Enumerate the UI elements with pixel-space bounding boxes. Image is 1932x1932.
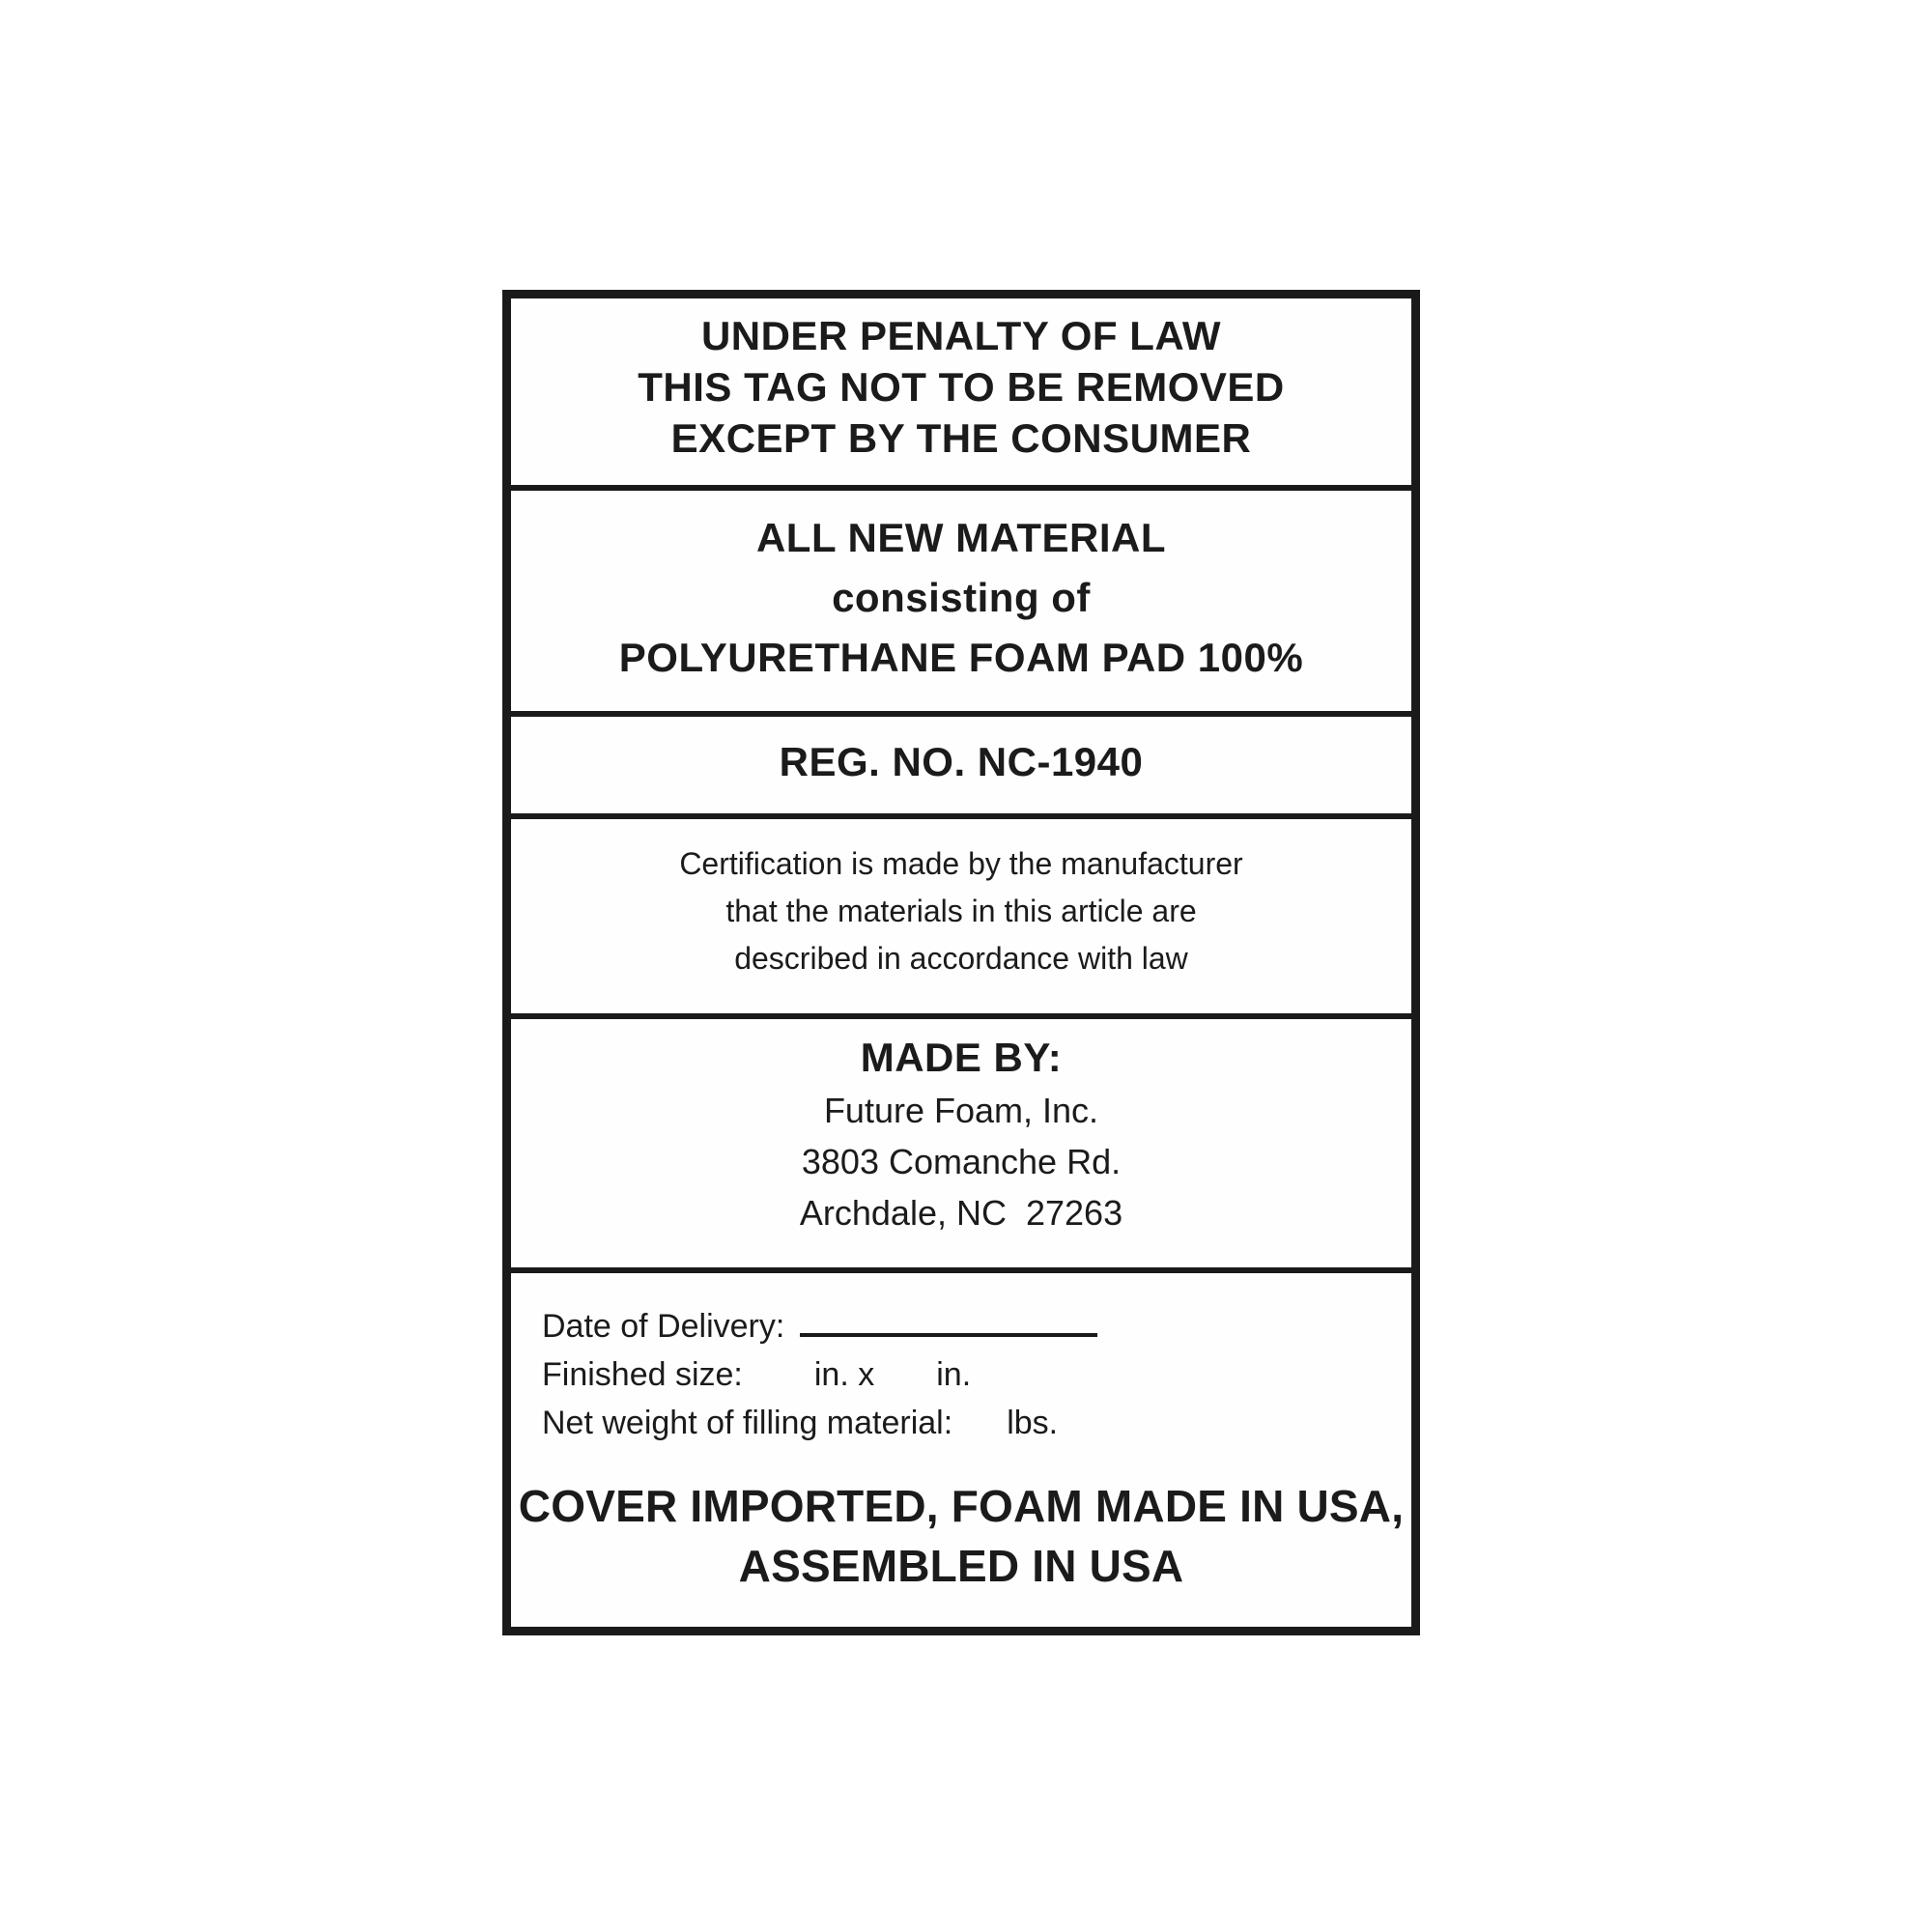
date-of-delivery-row [542,1302,1411,1350]
penalty-line: UNDER PENALTY OF LAW [700,313,1222,358]
penalty-line: EXCEPT BY THE CONSUMER [670,415,1252,461]
finished-size-row [542,1350,1411,1399]
section-registration-number [511,717,1411,819]
manufacturer-street: 3803 Comanche Rd. [801,1142,1122,1181]
net-weight-unit: lbs. [1007,1405,1059,1441]
finished-size-label: Finished size: [542,1356,743,1393]
origin-line: ASSEMBLED IN USA [738,1541,1184,1591]
law-label-tag [502,290,1420,1635]
section-certification [511,819,1411,1019]
material-line: ALL NEW MATERIAL [755,515,1167,560]
finished-size-unit-2: in. [936,1356,972,1393]
net-weight-label: Net weight of filling material: [542,1405,953,1441]
net-weight-row [542,1399,1411,1447]
section-penalty-notice [511,298,1411,491]
origin-line: COVER IMPORTED, FOAM MADE IN USA, [518,1481,1405,1531]
manufacturer-name: Future Foam, Inc. [823,1091,1099,1130]
made-by-heading: MADE BY: [860,1035,1063,1080]
section-delivery-details [511,1273,1411,1627]
section-made-by [511,1019,1411,1273]
certification-line: described in accordance with law [734,941,1188,976]
fill-in-fields [511,1302,1411,1447]
origin-statement [511,1476,1411,1596]
material-line: consisting of [832,575,1091,620]
certification-line: Certification is made by the manufacturer [679,846,1243,881]
finished-size-unit-1: in. x [813,1356,875,1393]
registration-number: REG. NO. NC-1940 [779,739,1144,784]
material-line: POLYURETHANE FOAM PAD 100% [618,635,1304,680]
manufacturer-city-state-zip: Archdale, NC 27263 [799,1193,1123,1233]
date-of-delivery-blank [800,1327,1097,1337]
date-of-delivery-label: Date of Delivery: [542,1308,785,1345]
section-material-contents [511,491,1411,717]
penalty-line: THIS TAG NOT TO BE REMOVED [638,364,1285,410]
certification-line: that the materials in this article are [725,894,1197,928]
